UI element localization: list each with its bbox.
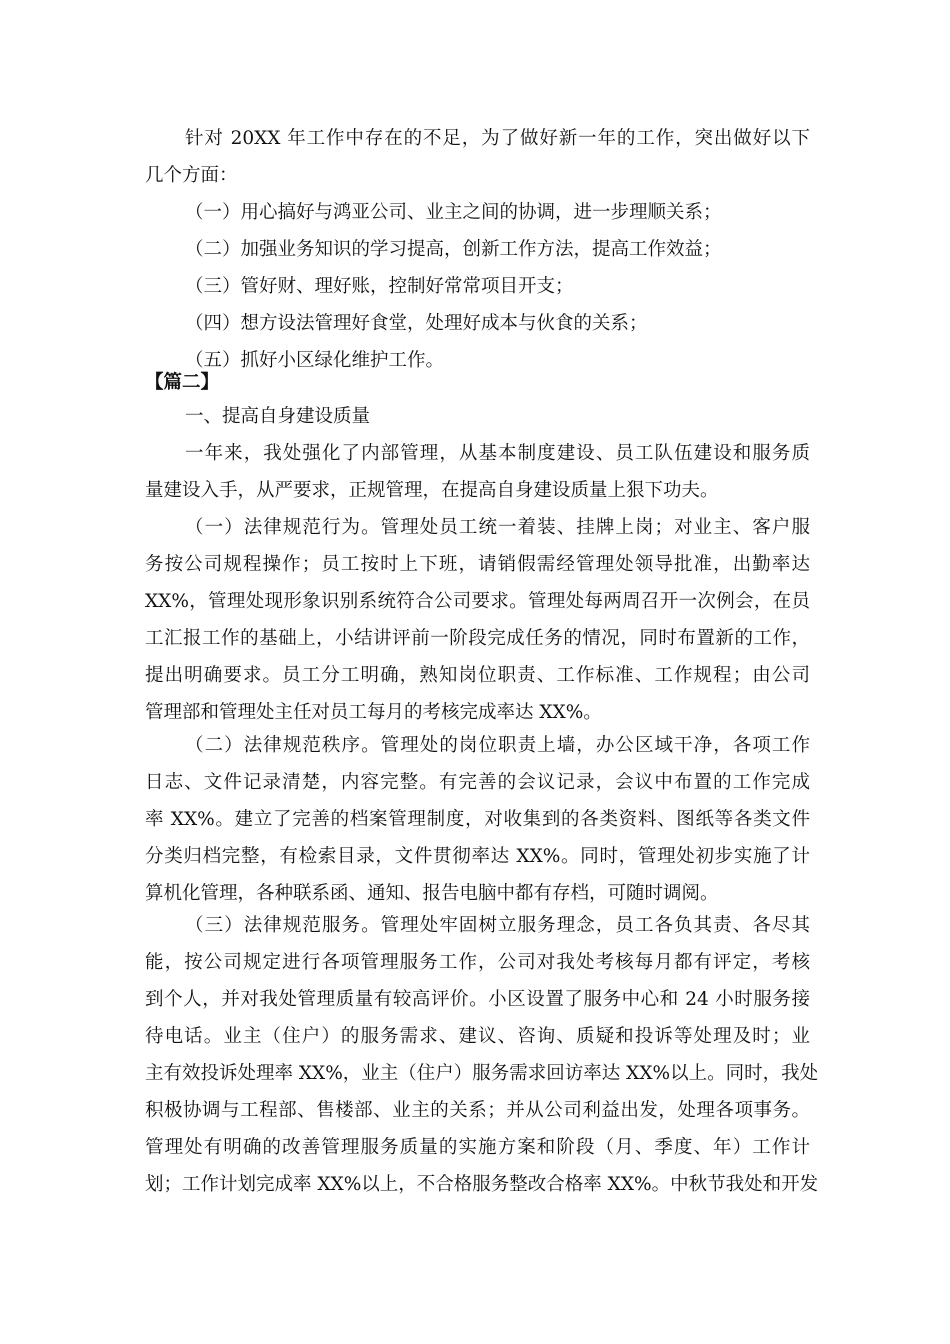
p2-line-6: 管理部和管理处主任对员工每月的考核完成率达 XX%。 [145, 702, 602, 723]
paragraph-2 [145, 509, 810, 731]
p2-line-5: 提出明确要求。员工分工明确，熟知岗位职责、工作标准、工作规程；由公司 [145, 665, 810, 686]
plan-item-5: （五）抓好小区绿化维护工作。 [185, 350, 445, 371]
paragraph-1 [145, 435, 810, 509]
p3-line-4: 分类归档完整，有检索目录，文件贯彻率达 XX%。同时，管理处初步实施了计 [145, 846, 810, 867]
p3-line-1: （二）法律规范秩序。管理处的岗位职责上墙，办公区域干净，各项工作 [185, 735, 810, 756]
p3-line-5: 算机化管理，各种联系函、通知、报告电脑中都有存档，可随时调阅。 [145, 883, 719, 904]
plan-item-4: （四）想方设法管理好食堂，处理好成本与伙食的关系； [185, 313, 648, 334]
p2-line-2: 务按公司规程操作；员工按时上下班，请销假需经管理处领导批准，出勤率达 [145, 554, 810, 575]
p4-line-8: 划；工作计划完成率 XX%以上，不合格服务整改合格率 XX%。中秋节我处和开发 [145, 1174, 819, 1195]
p1-line-2: 量建设入手，从严要求，正规管理，在提高自身建设质量上狠下功夫。 [145, 480, 719, 501]
p3-line-2: 日志、文件记录清楚，内容完整。有完善的会议记录，会议中布置的工作完成 [145, 772, 810, 793]
paragraph-4 [145, 907, 819, 1203]
plan-items-list [145, 194, 810, 379]
paragraph-3 [145, 727, 810, 912]
intro-line-1: 针对 20XX 年工作中存在的不足，为了做好新一年的工作，突出做好以下 [185, 128, 810, 149]
section-heading: 【篇二】 [145, 372, 220, 393]
p4-line-1: （三）法律规范服务。管理处牢固树立服务理念，员工各负其责、各尽其 [185, 915, 810, 936]
p4-line-6: 积极协调与工程部、售楼部、业主的关系；并从公司利益出发，处理各项事务。 [145, 1100, 810, 1121]
sub-heading: 一、提高自身建设质量 [185, 406, 371, 427]
plan-item-3: （三）管好财、理好账，控制好常常项目开支； [185, 276, 574, 297]
p2-line-1: （一）法律规范行为。管理处员工统一着装、挂牌上岗；对业主、客户服 [185, 517, 810, 538]
p4-line-7: 管理处有明确的改善管理服务质量的实施方案和阶段（月、季度、年）工作计 [145, 1137, 810, 1158]
plan-item-1: （一）用心搞好与鸿亚公司、业主之间的协调，进一步理顺关系； [185, 202, 722, 223]
sub-heading-block [145, 398, 810, 435]
intro-line-2: 几个方面： [145, 165, 238, 186]
p1-line-1: 一年来，我处强化了内部管理，从基本制度建设、员工队伍建设和服务质 [185, 443, 810, 464]
intro-paragraph [145, 120, 810, 194]
p4-line-3: 到个人，并对我处管理质量有较高评价。小区设置了服务中心和 24 小时服务接 [145, 989, 810, 1010]
p3-line-3: 率 XX%。建立了完善的档案管理制度，对收集到的各类资料、图纸等各类文件 [145, 809, 810, 830]
p2-line-4: 工汇报工作的基础上，小结讲评前一阶段完成任务的情况，同时布置新的工作， [145, 628, 810, 649]
p4-line-5: 主有效投诉处理率 XX%，业主（住户）服务需求回访率达 XX%以上。同时，我处 [145, 1063, 819, 1084]
p4-line-2: 能，按公司规定进行各项管理服务工作，公司对我处考核每月都有评定，考核 [145, 952, 810, 973]
p2-line-3: XX%，管理处现形象识别系统符合公司要求。管理处每两周召开一次例会，在员 [145, 591, 810, 612]
p4-line-4: 待电话。业主（住户）的服务需求、建议、咨询、质疑和投诉等处理及时；业 [145, 1026, 810, 1047]
plan-item-2: （二）加强业务知识的学习提高，创新工作方法，提高工作效益； [185, 239, 722, 260]
